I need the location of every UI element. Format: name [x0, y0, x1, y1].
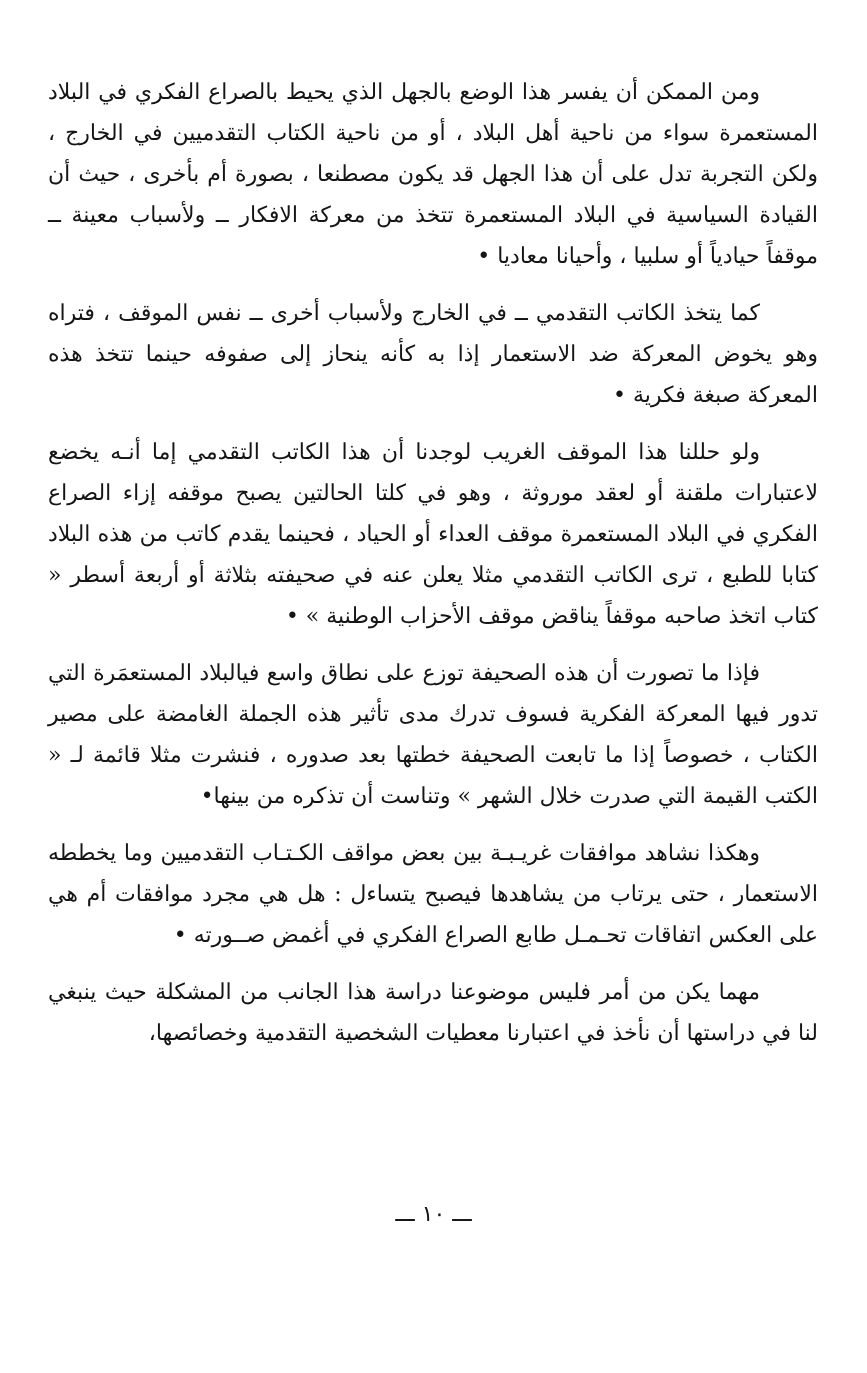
paragraph-6: مهما يكن من أمر فليس موضوعنا دراسة هذا الجانب من المشكلة حيث ينبغي لنا في دراستها أن نأخذ في اعتبارنا معطيات الشخصية التقدمية وخصائصها،	[48, 980, 818, 1046]
paragraph-3: ولو حللنا هذا الموقف الغريب لوجدنا أن هذا الكاتب التقدمي إما أنـه يخضع لاعتبارات ملقنة أو لعقد موروثة ، وهو في كلتا الحالتين يصبح موقفه إزاء الصراع الفكري في البلاد المستعمرة موقف العداء أو الحياد ، فحينما يقدم كاتب من هذه البلاد كتابا للطبع ، ترى الكاتب التقدمي مثلا يعلن عنه في صحيفته بثلاثة أو أربعة أسطر « كتاب اتخذ صاحبه موقفاً يناقض موقف الأحزاب الوطنية » •	[48, 440, 818, 629]
paragraph-5: وهكذا نشاهد موافقات غريـبـة بين بعض مواقف الكـتـاب التقدميين وما يخططه الاستعمار ، حتى يرتاب من يشاهدها فيصبح يتساءل : هل هي مجرد موافقات أم هي على العكس اتفاقات تحـمـل طابع الصراع الفكري في أغمض صــورته •	[48, 841, 818, 948]
page-number: ـــ ١٠ ـــ	[395, 1202, 472, 1227]
paragraph-2: كما يتخذ الكاتب التقدمي ــ في الخارج ولأسباب أخرى ــ نفس الموقف ، فتراه وهو يخوض المعركة ضد الاستعمار إذا به كأنه ينحاز إلى صفوفه حينما تتخذ هذه المعركة صبغة فكرية •	[48, 301, 818, 408]
paragraph-1: ومن الممكن أن يفسر هذا الوضع بالجهل الذي يحيط بالصراع الفكري في البلاد المستعمرة سواء من ناحية أهل البلاد ، أو من ناحية الكتاب التقدميين في الخارج ، ولكن التجربة تدل على أن هذا الجهل قد يكون مصطنعا ، بصورة أم بأخرى ، حيث أن القيادة السياسية في البلاد المستعمرة تتخذ من معركة الافكار ــ ولأسباب معينة ــ موقفاً حيادياً أو سلبيا ، وأحيانا معاديا •	[48, 80, 818, 269]
body-text	[48, 72, 818, 1070]
paragraph-4: فإذا ما تصورت أن هذه الصحيفة توزع على نطاق واسع فيالبلاد المستعمَرة التي تدور فيها المعركة الفكرية فسوف تدرك مدى تأثير هذه الجملة الغامضة على مصير الكتاب ، خصوصاً إذا ما تابعت الصحيفة خطتها بعد صدوره ، فنشرت مثلا قائمة لـ « الكتب القيمة التي صدرت خلال الشهر » وتناست أن تذكره من بينها•	[48, 661, 818, 809]
